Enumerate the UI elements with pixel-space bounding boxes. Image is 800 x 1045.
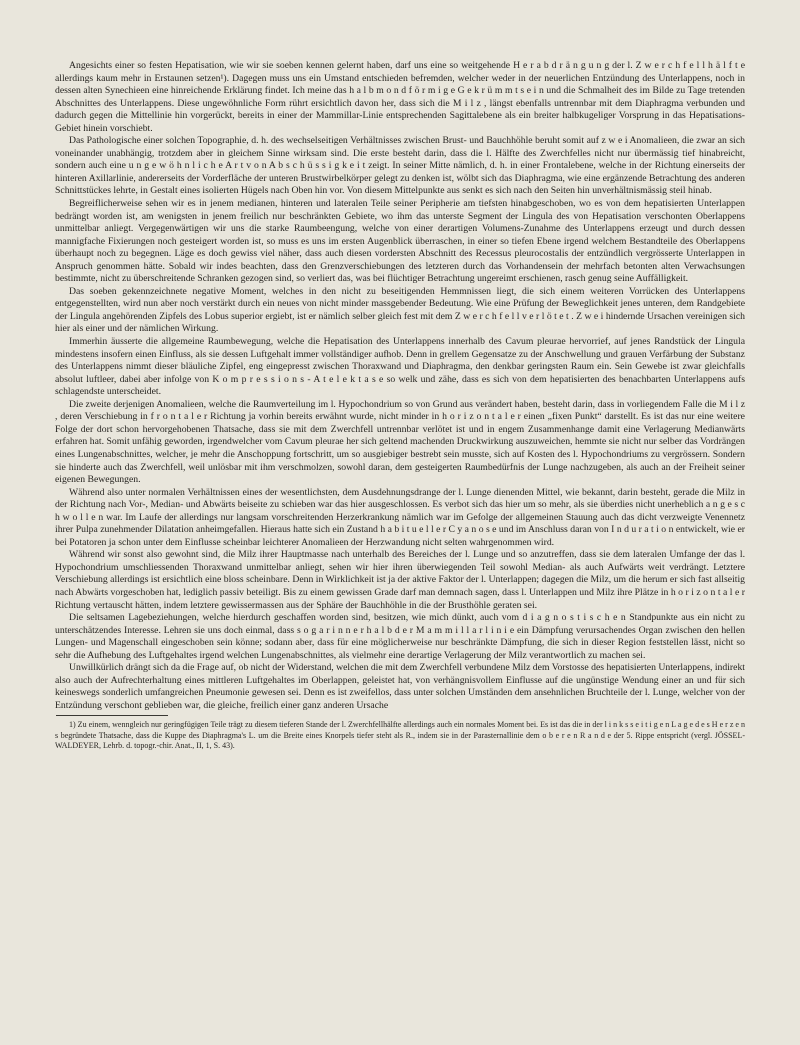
footnote-1: 1) Zu einem, wenngleich nur geringfügigen Teile trägt zu diesem tieferen Stande der l. Zwerchfellhälfte allerdings auch ein normales Moment bei. Es ist das die in der l i n k s s e i t i g e n L a g e d e s H e r z e n s begründete Thatsache, dass die Kuppe des Diaphragma's L. um die Breite eines Knorpels tiefer steht als R., indem sie in der Parasternallinie dem o b e r e n R a n d e der 5. Rippe entspricht (vergl. JÖSSEL-WALDEYER, Lehrb. d. topogr.-chir. Anat., II, 1, S. 43). (55, 720, 745, 751)
paragraph-8: Während wir sonst also gewohnt sind, die Milz ihrer Hauptmasse nach unterhalb des Bereiches der l. Lunge und so anzutreffen, dass sie dem lateralen Umfange der das l. Hypochondrium umschliessenden Thoraxwand unmittelbar anliegt, sehen wir hier ihren überwiegenden Teil sowohl Median- als auch Aufwärts weit verdrängt. Letztere Verschiebung allerdings ist ersichtlich eine bloss scheinbare. Denn in Wirklichkeit ist ja der aktive Faktor der l. Unterlappen; dagegen die Milz, um die herum er sich fast allseitig nach Abwärts vorgeschoben hat, lediglich passiv beteiligt. Bis zu einem gewissen Grade darf man demnach sagen, dass l. Unterlappen und Milz ihre Plätze in h o r i z o n t a l e r Richtung vertauscht hätten, indem letztere gewissermassen aus der Sphäre der Bauchhöhle in die der Brusthöhle geraten sei. (55, 549, 745, 611)
document-page (55, 60, 745, 751)
footnotes (55, 720, 745, 751)
paragraph-3: Begreiflicherweise sehen wir es in jenem medianen, hinteren und lateralen Teile seiner Peripherie am tiefsten hinabgeschoben, wo es von dem hepatisierten Unterlappen bedrängt worden ist, am wenigsten in jenem freilich nur beschränkten Gebiete, wo ihm das unterste Segment der Lingula des von Hepatisation verschonten Oberlappens unmittelbar anliegt. Vergegenwärtigen wir uns die starke Raumbeengung, welche von einer derartigen Volumens-Zunahme des Unterlappens erzeugt und durch dessen mannigfache Fixierungen noch gesteigert worden ist, so muss es uns im ersten Augenblick überraschen, in einer so tiefen Ebene irgend welchem Bestandteile des Oberlappens überhaupt noch zu begegnen. Läge es doch gewiss viel näher, dass auch diesen vordersten Abschnitt des Recessus pleurocostalis der entzündlich vergrösserte Unterlappen in Anspruch genommen hätte. Sobald wir indes beachten, dass den Grenzverschiebungen des letzteren durch das Vorhandensein der mehrfach betonten alten Verwachsungen bestimmte, nicht zu überschreitende Schranken gezogen sind, so verliert das, was bei flüchtiger Betrachtung ungereimt erschienen, rasch genug seine Auffälligkeit. (55, 198, 745, 285)
body-text (55, 60, 745, 712)
paragraph-2: Das Pathologische einer solchen Topographie, d. h. des wechselseitigen Verhältnisses zwischen Brust- und Bauchhöhle beruht somit auf z w e i Anomalieen, die zwar an sich voneinander unabhängig, trotzdem aber in gleichem Sinne wirksam sind. Die erste besteht darin, dass die l. Hälfte des Zwerchfelles nicht nur übermässig tief hinabreicht, sondern auch eine u n g e w ö h n l i c h e A r t v o n A b s c h ü s s i g k e i t zeigt. In seiner Mitte nämlich, d. h. in einer Frontalebene, welche in der Richtung einerseits der hinteren Axillarlinie, andererseits der Vorderfläche der unteren Brustwirbelkörper gelegt zu denken ist, wölbt sich das Diaphragma, wie eine ergänzende Betrachtung des anderen Schnittstückes lehrte, in Gestalt eines isolierten Hügels nach Oben hin vor. Von diesem Mittelpunkte aus senkt es sich nach den Seiten hin unverhältnismässig steil hinab. (55, 135, 745, 197)
paragraph-9: Die seltsamen Lagebeziehungen, welche hierdurch geschaffen worden sind, besitzen, wie mich dünkt, auch vom d i a g n o s t i s c h e n Standpunkte aus ein nicht zu unterschätzendes Interesse. Lehren sie uns doch einmal, dass s o g a r i n n e r h a l b d e r M a m m i l l a r l i n i e ein Dämpfung verursachendes Organ zwischen den hellen Lungen- und Magenschall eingeschoben sein könne; sodann aber, dass für eine möglicherweise nur beschränkte Dämpfung, die sich in dieser Region feststellen lässt, nicht so sehr die Aufhebung des Luftgehaltes irgend welchen Lungenabschnittes, als vielmehr eine derartige Verlagerung der Milz verantwortlich zu machen sei. (55, 612, 745, 661)
footnote-divider (56, 715, 168, 716)
paragraph-5: Immerhin äusserte die allgemeine Raumbewegung, welche die Hepatisation des Unterlappens innerhalb des Cavum pleurae hervorrief, auf jenes Randstück der Lingula mindestens insofern einen Einfluss, als sie dessen Luftgehalt immer vollständiger aufhob. Denn in grellem Gegensatze zu der Anschwellung und grauen Verfärbung der Substanz des Unterlappens nimmt dieser bläuliche Zipfel, eng eingepresst zwischen Thoraxwand und Diaphragma, den denkbar geringsten Raum ein. Sein Gewebe ist zwar gleichfalls absolut luftleer, dabei aber infolge von K o m p r e s s i o n s - A t e l e k t a s e so welk und zähe, dass es sich von dem hepatisierten des benachbarten Unterlappens aufs schlagendste unterscheidet. (55, 336, 745, 398)
paragraph-7: Während also unter normalen Verhältnissen eines der wesentlichsten, dem Ausdehnungsdrange der l. Lunge dienenden Mittel, wie bekannt, darin besteht, gerade die Milz in der Richtung nach Vor-, Median- und Abwärts beiseite zu schieben war das hier ausgeschlossen. Es verbot sich das hier um so mehr, als sie überdies nicht unerheblich a n g e s c h w o l l e n war. Im Laufe der allerdings nur langsam vorschreitenden Herzerkrankung nämlich war im Gefolge der allgemeinen Stauung auch das dicht verzweigte Venennetz ihrer Pulpa zunehmender Dilatation anheimgefallen. Hieraus hatte sich ein Zustand h a b i t u e l l e r C y a n o s e und im Anschluss daran von I n d u r a t i o n entwickelt, wie er bei Potatoren ja schon unter dem Einflusse scheinbar leichterer Anomalieen der Herzwandung nicht selten wahrgenommen wird. (55, 486, 745, 548)
paragraph-4: Das soeben gekennzeichnete negative Moment, welches in den nicht zu beseitigenden Hemmnissen liegt, die sich einem weiteren Vorrücken des Unterlappens entgegenstellten, wird nun aber noch verstärkt durch ein neues von nicht minder massgebender Bedeutung. Wie eine Prüfung der Beweglichkeit jenes unteren, dem Randgebiete der Lingula angehörenden Zipfels des Lobus superior ergiebt, ist er nämlich selber gleich fest mit dem Z w e r c h f e l l v e r l ö t e t . Z w e i hindernde Ursachen vereinigen sich hier als einer und der nämlichen Wirkung. (55, 285, 745, 335)
paragraph-1: Angesichts einer so festen Hepatisation, wie wir sie soeben kennen gelernt haben, darf uns eine so weitgehende H e r a b d r ä n g u n g der l. Z w e r c h f e l l h ä l f t e allerdings kaum mehr in Erstaunen setzen¹). Dagegen muss uns ein Umstand entschieden befremden, welcher weder in der neuerlichen Entzündung des Unterlappens, noch in dessen alten Synechieen eine hinreichende Erklärung findet. Ich meine das h a l b m o n d f ö r m i g e G e k r ü m m t s e i n und die Schmalheit des im Bilde zu Tage tretenden Abschnittes des Unterlappens. Diese ungewöhnliche Form rührt ersichtlich davon her, dass sich die M i l z , längst ebenfalls untrennbar mit dem Diaphragma verbunden und dadurch gegen die Mittellinie hin vorgerückt, bereits in einer der Mammillar-Linie entsprechenden Sagittalebene als ein breiter halbkugeliger Vorsprung in das Hepatisations-Gebiet hinein vorschiebt. (55, 60, 745, 134)
paragraph-6: Die zweite derjenigen Anomalieen, welche die Raumverteilung im l. Hypochondrium so von Grund aus verändert haben, besteht darin, dass in vorliegendem Falle die M i l z , deren Verschiebung in f r o n t a l e r Richtung ja vorhin bereits erwähnt wurde, nicht minder in h o r i z o n t a l e r einen „fixen Punkt“ darstellt. Es ist das nur eine weitere Folge der dort schon hervorgehobenen Thatsache, dass sie mit dem Zwerchfell untrennbar verlötet ist und in engem Zusammenhange damit eine Verlagerung Medianwärts erfahren hat. Somit unfähig geworden, irgendwelcher vom Cavum pleurae her sich geltend machenden Druckwirkung auszuweichen, hemmte sie nicht nur selber das Vordrängen eines Lungenabschnittes, welcher, je mehr die Anschoppung fortschritt, um so ausgiebiger bestrebt sein musste, sich auf Kosten des l. Hypochondriums zu vergrössern. Sondern sie hinderte auch das Zwerchfell, weil unlösbar mit ihm verschmolzen, sowohl daran, dem gesteigerten Raumbedürfnis der Lunge nachzugeben, als auch an der Freiheit seiner eigenen Bewegungen. (55, 398, 745, 486)
paragraph-10: Unwillkürlich drängt sich da die Frage auf, ob nicht der Widerstand, welchen die mit dem Zwerchfell verbundene Milz dem Vorstosse des hepatisierten Unterlappens, indirekt also auch der Aufrechterhaltung eines mittleren Luftgehaltes im Oberlappen, geleistet hat, von verhängnisvollem Einflusse auf die ungünstige Wendung einer an und für sich keineswegs sonderlich umfangreichen Pneumonie gewesen sei. Denn es ist zweifellos, dass unter solchen Umständen dem ansehnlichen Bruchteile der l. Lunge, welcher von der Entzündung verschont geblieben war, die gleiche, freilich einer ganz anderen Ursache (55, 662, 745, 711)
